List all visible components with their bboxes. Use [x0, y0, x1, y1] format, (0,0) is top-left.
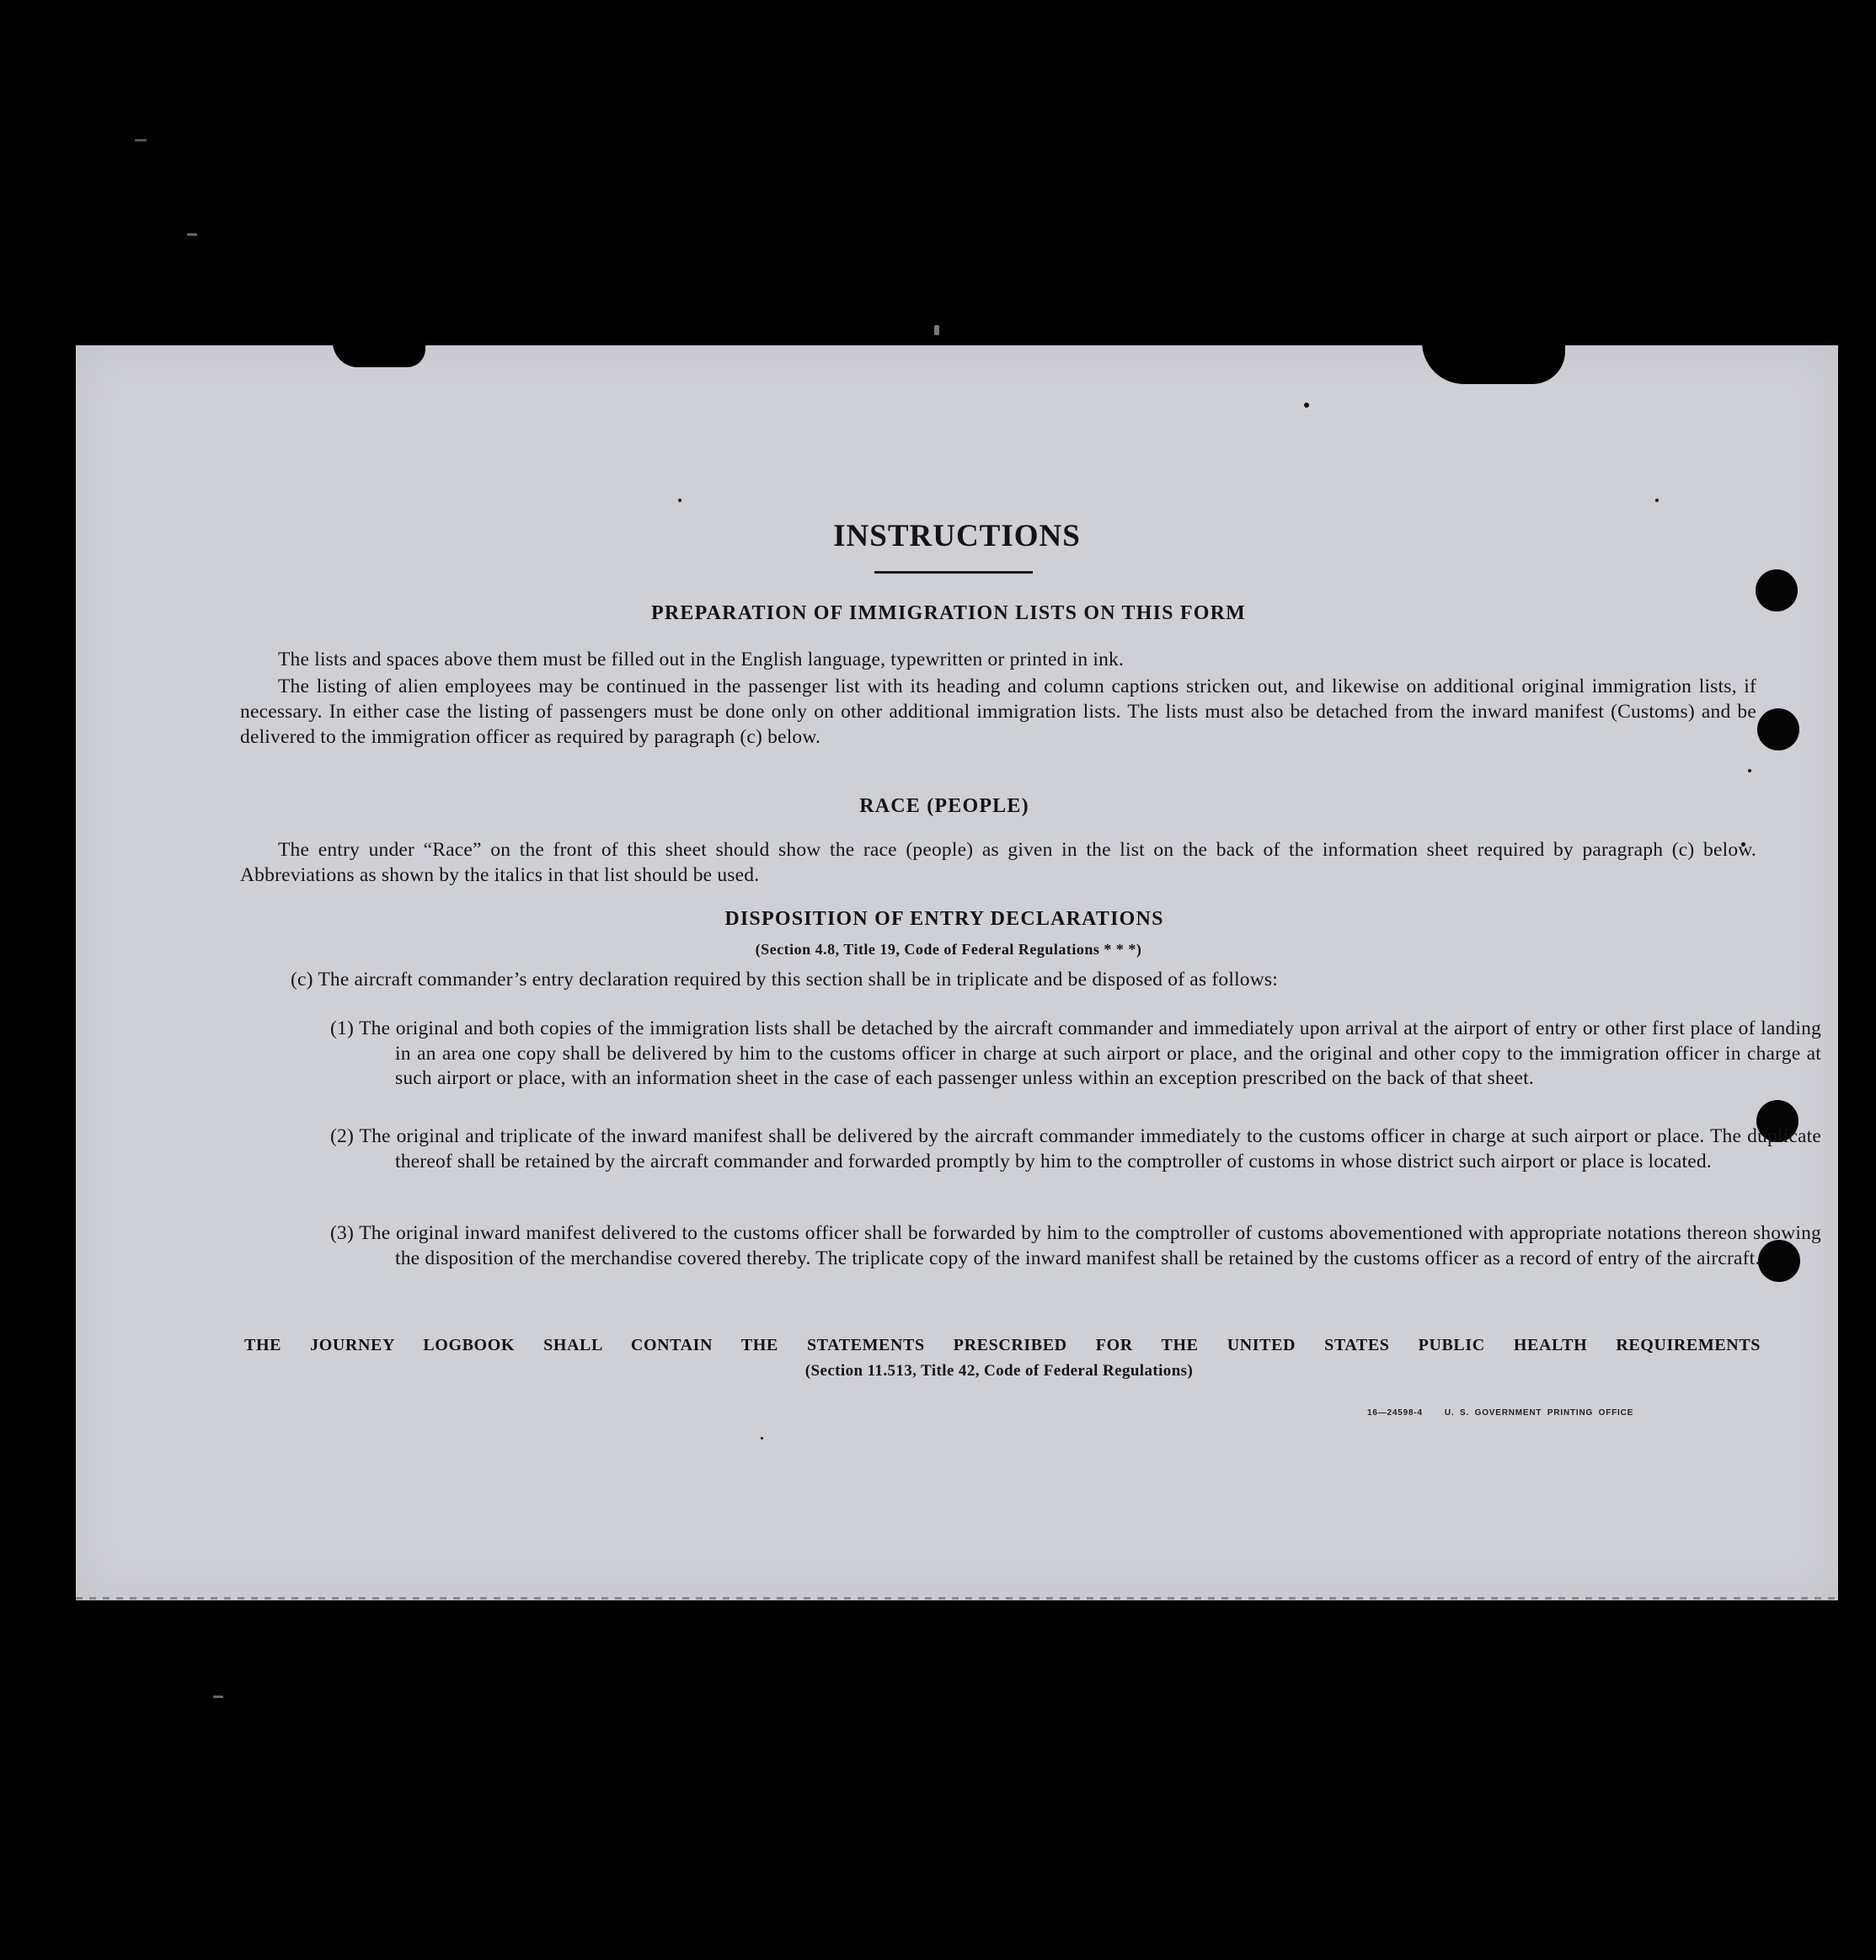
scan-artifact	[187, 233, 197, 236]
binder-hole	[1757, 708, 1799, 750]
heading-disposition: DISPOSITION OF ENTRY DECLARATIONS	[724, 908, 1164, 930]
paragraph-c-intro: (c) The aircraft commander’s entry declaration required by this section shall be in triplicate and be disposed of as follows:	[291, 969, 1278, 991]
list-item-2: (2) The original and triplicate of the inward manifest shall be delivered by the aircraft commander immediately to the customs officer in charge at such airport or place. The duplicate thereof shall be retained by the aircraft commander and forwarded promptly by him to the comptroller of customs in whose district such airport or place is located.	[330, 1125, 1821, 1172]
disposition-citation: (Section 4.8, Title 19, Code of Federal Regulations * * *)	[755, 941, 1142, 958]
page-title: INSTRUCTIONS	[833, 519, 1081, 553]
torn-notch-right	[1422, 342, 1565, 384]
scan-artifact	[135, 139, 147, 142]
scan-artifact	[213, 1696, 223, 1698]
perforated-edge	[76, 1597, 1838, 1600]
speck	[1304, 403, 1309, 408]
title-underline	[874, 571, 1033, 574]
list-item-3: (3) The original inward manifest delivered to the customs officer shall be forwarded by him to the comptroller of customs abovementioned with appropriate notations thereon showing the disposition of the merchandise covered thereby. The triplicate copy of the inward manifest shall be retained by the customs officer as a record of entry of the aircraft.	[330, 1222, 1821, 1269]
heading-race: RACE (PEOPLE)	[859, 795, 1029, 817]
printer-imprint	[1367, 1408, 1655, 1418]
torn-notch-left	[333, 342, 425, 367]
speck	[678, 499, 681, 502]
paragraph-lists-language: The lists and spaces above them must be filled out in the English language, typewritten or printed in ink.	[278, 649, 1125, 670]
speck	[761, 1437, 763, 1439]
journey-logbook-statement: THE JOURNEY LOGBOOK SHALL CONTAIN THE STATEMENTS PRESCRIBED FOR THE UNITED STATES PUBLIC HEALTH REQUIREMENTS	[244, 1336, 1761, 1354]
document-sheet	[76, 345, 1838, 1600]
paragraph-alien-employees: The listing of alien employees may be continued in the passenger list with its heading and column captions stricken out, and likewise on additional original immigration lists, if necessary. In either case the listing of passengers must be done only on other additional immigration lists. The lists must also be detached from the inward manifest (Customs) and be delivered to the immigration officer as required by paragraph (c) below.	[240, 676, 1756, 748]
form-number: 16—24598-4	[1367, 1408, 1423, 1418]
list-item-1: (1) The original and both copies of the immigration lists shall be detached by the aircraft commander and immediately upon arrival at the airport of entry or other first place of landing in an area one copy shall be delivered by him to the customs officer in charge at such airport or place, and the original and other copy to the immigration officer in charge at such airport or place, with an information sheet in the case of each passenger unless within an exception prescribed on the back of that sheet.	[330, 1017, 1821, 1089]
paragraph-race-entry: The entry under “Race” on the front of this sheet should show the race (people) as given in the list on the back of the information sheet required by paragraph (c) below. Abbreviations as shown by the italics in that list should be used.	[240, 839, 1756, 886]
journey-citation: (Section 11.513, Title 42, Code of Federal Regulations)	[804, 1362, 1194, 1380]
speck	[1748, 769, 1751, 772]
printer-name: U. S. GOVERNMENT PRINTING OFFICE	[1444, 1408, 1634, 1418]
scan-artifact	[934, 325, 939, 335]
speck	[1655, 499, 1659, 502]
heading-preparation: PREPARATION OF IMMIGRATION LISTS ON THIS FORM	[650, 602, 1247, 624]
